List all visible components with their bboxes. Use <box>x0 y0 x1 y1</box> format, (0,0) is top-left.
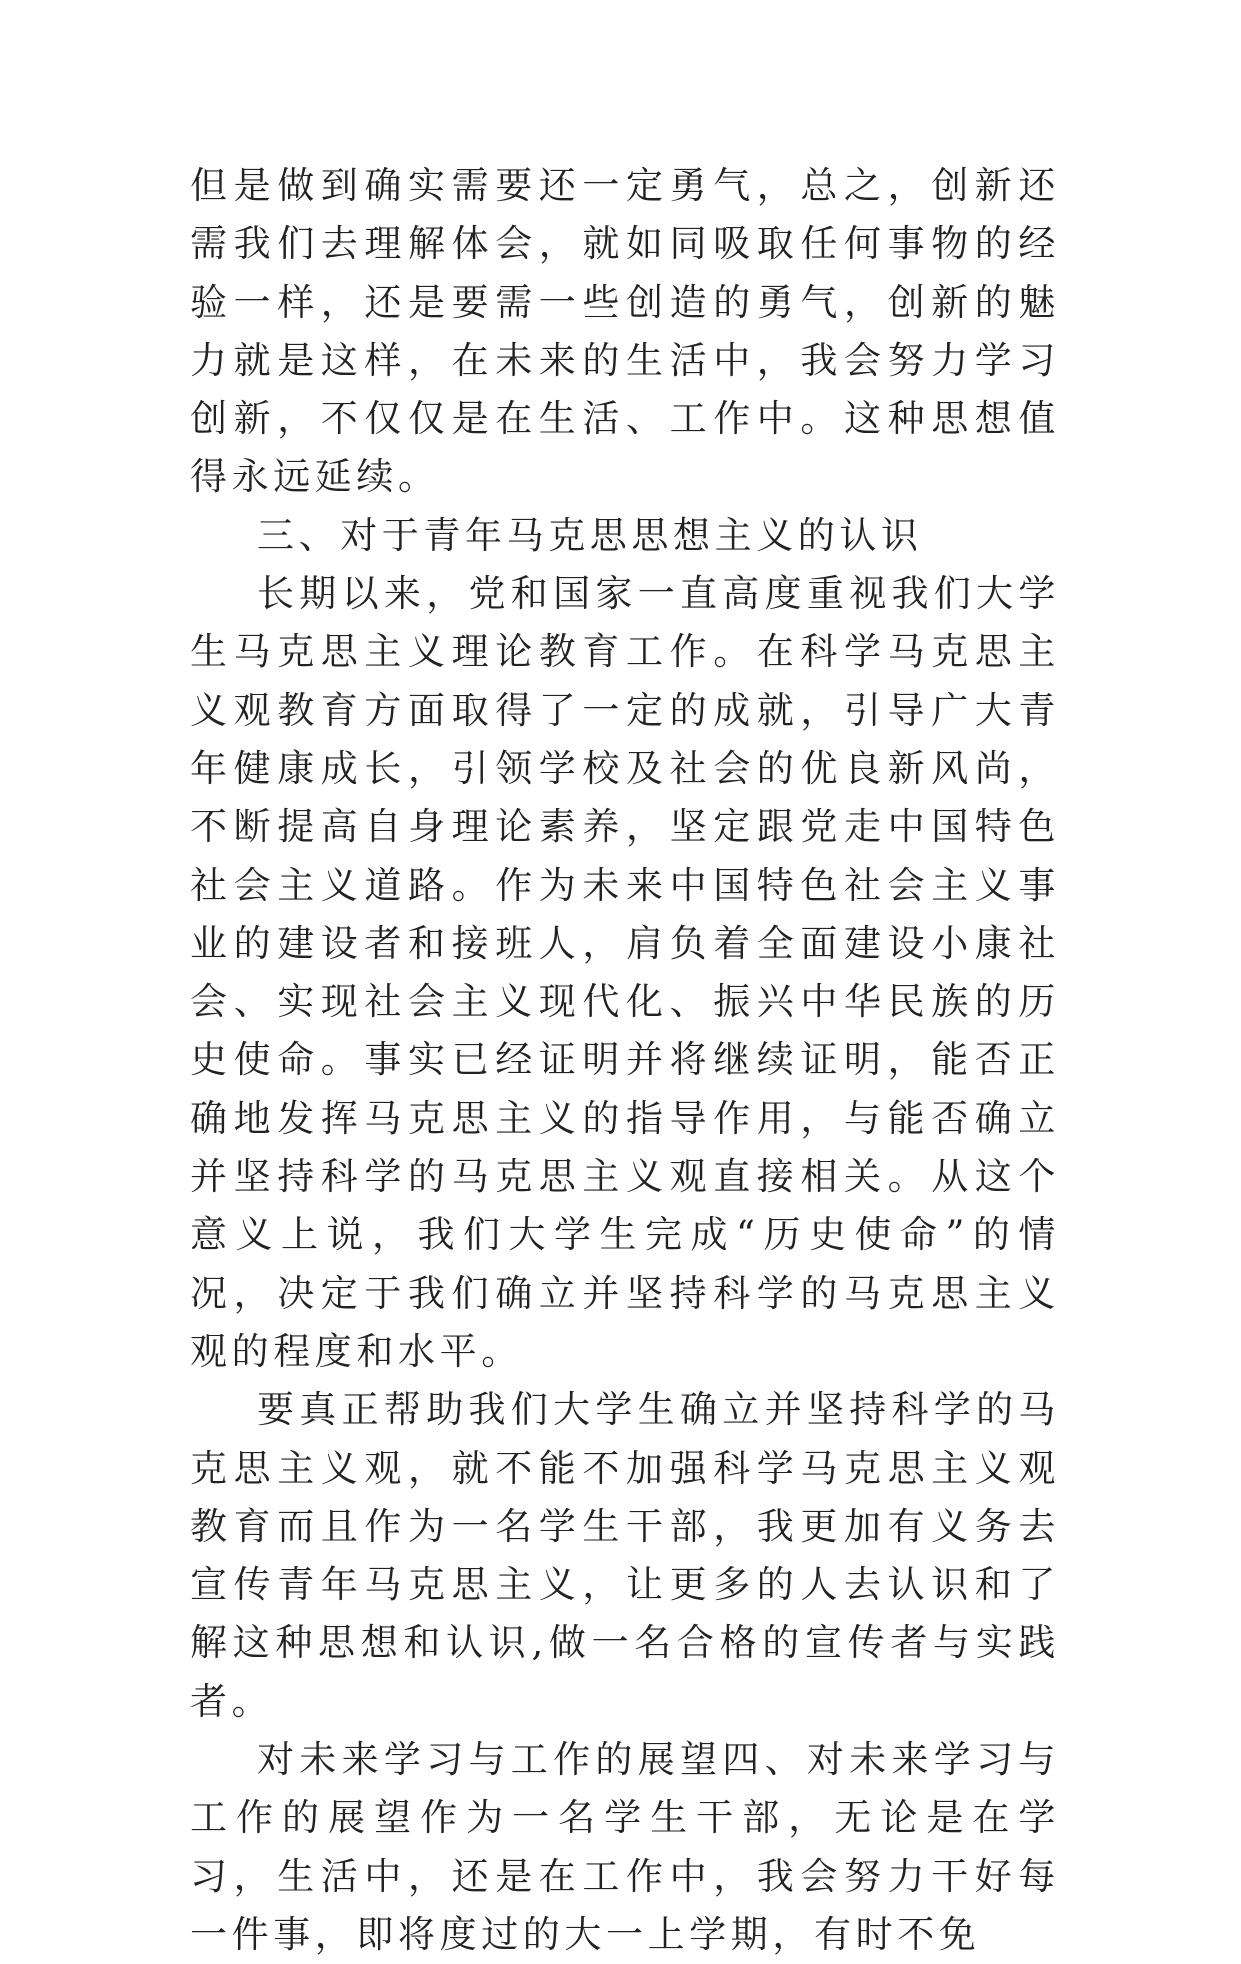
section-heading-three: 三、对于青年马克思思想主义的认识 <box>257 513 923 557</box>
paragraph-future-outlook: 对未来学习与工作的展望四、对未来学习与工作的展望作为一名学生干部，无论是在学习，生活中，还是在工作中，我会努力干好每一件事，即将度过的大一上学期，有时不免 <box>190 1738 1060 1956</box>
paragraph-continuation: 但是做到确实需要还一定勇气，总之，创新还需我们去理解体会，就如同吸取任何事物的经验一样，还是要需一些创造的勇气，创新的魅力就是这样，在未来的生活中，我会努力学习创新，不仅仅是在生活、工作中。这种思想值得永远延续。 <box>190 164 1060 499</box>
paragraph-marxism-education: 长期以来，党和国家一直高度重视我们大学生马克思主义理论教育工作。在科学马克思主义观教育方面取得了一定的成就，引导广大青年健康成长，引领学校及社会的优良新风尚，不断提高自身理论素养，坚定跟党走中国特色社会主义道路。作为未来中国特色社会主义事业的建设者和接班人，肩负着全面建设小康社会、实现社会主义现代化、振兴中华民族的历史使命。事实已经证明并将继续证明，能否正确地发挥马克思主义的指导作用，与能否确立并坚持科学的马克思主义观直接相关。从这个意义上说，我们大学生完成“历史使命”的情况，决定于我们确立并坚持科学的马克思主义观的程度和水平。 <box>190 572 1060 1373</box>
document-body <box>190 157 1060 1964</box>
paragraph-student-cadre: 要真正帮助我们大学生确立并坚持科学的马克思主义观，就不能不加强科学马克思主义观教育而且作为一名学生干部，我更加有义务去宣传青年马克思主义，让更多的人去认识和了解这种思想和认识,做一名合格的宣传者与实践者。 <box>190 1388 1060 1723</box>
